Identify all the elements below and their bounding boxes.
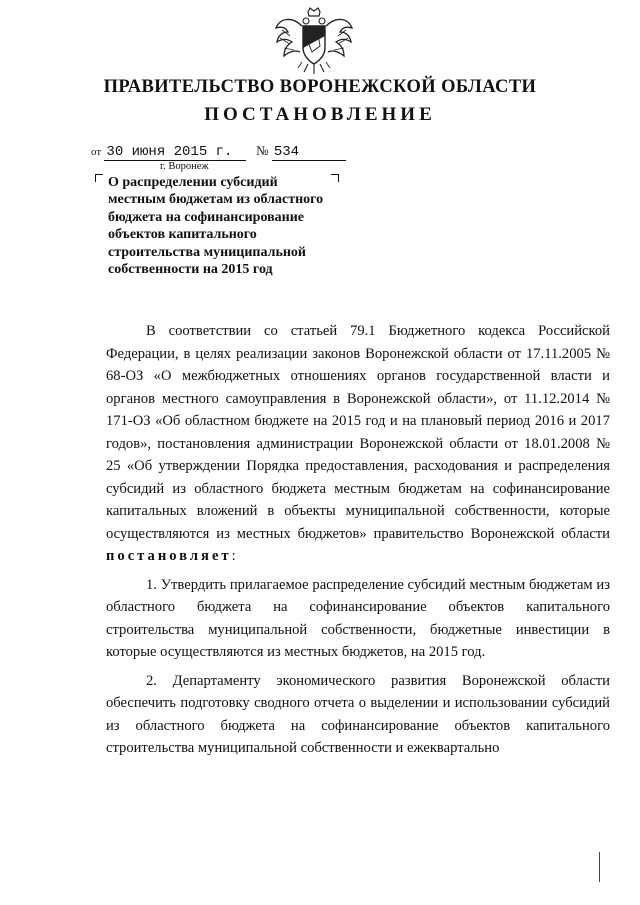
- document-body: [106, 320, 610, 760]
- document-date: 30 июня 2015 г.: [104, 144, 246, 161]
- margin-mark: [599, 852, 600, 882]
- document-type-title: ПОСТАНОВЛЕНИЕ: [204, 104, 436, 125]
- preamble-paragraph: [106, 320, 610, 568]
- date-number-line: [91, 143, 346, 161]
- subject-bracket-left: [95, 174, 103, 182]
- clause-1: 1. Утвердить прилагаемое распределение субсидий местным бюджетам из областного бюджета на софинансирование объектов капитального строительства муниципальной собственности, бюджетные инвестиции в которые осуществляются из местных бюджетов, на 2015 год.: [106, 576, 610, 660]
- number-label: №: [256, 143, 269, 158]
- document-subject: О распределении субсидий местным бюджетам из областного бюджета на софинансирование объектов капитального строительства муниципальной собственности на 2015 год: [108, 175, 324, 278]
- resolves-word: постановляет: [106, 548, 232, 564]
- document-number: 534: [272, 144, 346, 161]
- clause-2: 2. Департаменту экономического развития Воронежской области обеспечить подготовку сводного отчета о выделении и использовании субсидий из областного бюджета на софинансирование объектов капитального строительства муниципальной собственности и ежеквартально: [106, 672, 610, 756]
- resolves-colon: :: [231, 548, 236, 564]
- date-prefix-label: от: [91, 146, 102, 158]
- government-title: ПРАВИТЕЛЬСТВО ВОРОНЕЖСКОЙ ОБЛАСТИ: [103, 77, 537, 97]
- coat-of-arms-icon: [272, 6, 356, 76]
- city-label: г. Воронеж: [160, 161, 209, 172]
- preamble-text: В соответствии со статьей 79.1 Бюджетного кодекса Российской Федерации, в целях реализации законов Воронежской области от 17.11.2005 № 68-ОЗ «О межбюджетных отношениях органов государственной власти и органов местного самоуправления в Воронежской области», от 11.12.2014 № 171-ОЗ «Об областном бюджете на 2015 год и на плановый период 2016 и 2017 годов», постановления администрации Воронежской области от 18.01.2008 № 25 «Об утверждении Порядка предоставления, расходования и распределения субсидий из областного бюджета местным бюджетам на софинансирование капитальных вложений в объекты муниципальной собственности, которые осуществляются из местных бюджетов» правительство Воронежской области: [106, 323, 610, 542]
